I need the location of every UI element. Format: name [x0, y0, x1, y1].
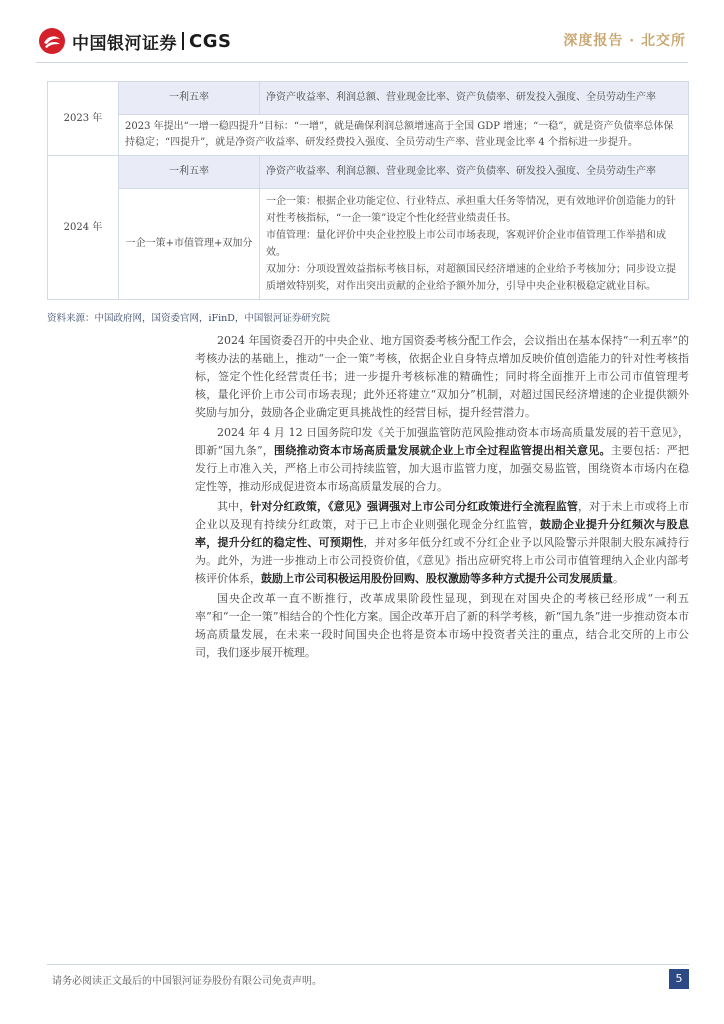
detail-market-value: 市值管理：量化评价中央企业控股上市公司市场表现，客观评价企业市值管理工作举措和成效。: [266, 230, 666, 258]
paragraph-3: [195, 498, 689, 588]
p3-d: 鼓励企业提升分红频次与股息率，提升分红的稳定性、可预期性: [195, 518, 689, 549]
p3-e: ，并对多年低分红或不分红企业予以风险警示并限制大股东减持行为。此外，为进一步推动上市公司投资价值，《意见》指出应研究将上市公司市值管理纳入企业内部考核评价体系，: [195, 536, 690, 585]
p2-rest: 主要包括：严把发行上市准入关，严格上市公司持续监管，加大退市监管力度，加强交易监管，围绕资本市场内在稳定性等，推动形成促进资本市场高质量发展的合力。: [195, 444, 690, 493]
category-cell-2024: 一企一策+市值管理+双加分: [119, 189, 260, 300]
p3-c: ，对于未上市或将上市企业以及现有持续分红政策，对于已上市企业则强化现金分红监管，: [195, 500, 690, 531]
table-row: [48, 189, 689, 300]
note-cell-2023: 2023 年提出“一增一稳四提升”目标：“一增”，就是确保利润总额增速高于全国 GDP 增速；“一稳”，就是资产负债率总体保持稳定；“四提升”，就是净资产收益率、研发经费投入强度、全员劳动生产率、营业现金比率 4 个指标进一步提升。: [119, 115, 689, 156]
header-divider: [36, 62, 688, 63]
category-cell: 一利五率: [119, 82, 260, 115]
logo-text-en: CGS: [189, 30, 232, 52]
page-number: 5: [669, 969, 689, 989]
metrics-cell: 净资产收益率、利润总额、营业现金比率、资产负债率、研发投入强度、全员劳动生产率: [260, 156, 689, 189]
paragraph-4: 国央企改革一直不断推行，改革成果阶段性显现，到现在对国央企的考核已经形成“一利五率”和“一企一策”相结合的个性化方案。国企改革开启了新的科学考核，新“国九条”进一步推动资本市场高质量发展，在未来一段时间国央企也将是资本市场中投资者关注的重点，结合北交所的上市公司，我们逐步展开梳理。: [195, 592, 689, 659]
details-cell-2024: [260, 189, 689, 300]
footer-divider: [47, 964, 689, 965]
table-row: [48, 82, 689, 115]
year-cell-2023: 2023 年: [48, 82, 119, 156]
table-source: 资料来源：中国政府网，国资委官网，iFinD，中国银河证券研究院: [47, 313, 330, 324]
logo-divider: [182, 32, 184, 50]
p2-text: 2024 年 4 月 12 日国务院印发《关于加强监管防范风险推动资本市场高质量发展的若干意见》，即新“国九条”，: [195, 426, 689, 457]
year-cell-2024: 2024 年: [48, 156, 119, 300]
p3-g: 。: [613, 572, 624, 585]
metrics-cell: 净资产收益率、利润总额、营业现金比率、资产负债率、研发投入强度、全员劳动生产率: [260, 82, 689, 115]
paragraph-1: 2024 年国资委召开的中央企业、地方国资委考核分配工作会，会议指出在基本保持“一利五率”的考核办法的基础上，推动“一企一策”考核，依据企业自身特点增加反映价值创造能力的针对性考核指标，签定个性化经营责任书；进一步提升考核标准的精确性；同时将全面推开上市公司市值管理考核，量化评价上市公司市场表现；此外还将建立“双加分”机制，对超过国民经济增速的企业提供额外奖励与加分，鼓励各企业确定更具挑战性的经营目标，提升经营潜力。: [195, 334, 689, 419]
detail-double-bonus: 双加分：分项设置效益指标考核目标，对超额国民经济增速的企业给予考核加分；同步设立提质增效特别奖，对作出突出贡献的企业给予额外加分，引导中央企业积极稳定就业目标。: [266, 264, 676, 292]
category-cell: 一利五率: [119, 156, 260, 189]
p2-bold: 围绕推动资本市场高质量发展就企业上市全过程监管提出相关意见。: [274, 444, 611, 457]
disclaimer-note: 请务必阅读正文最后的中国银河证券股份有限公司免责声明。: [52, 976, 322, 987]
report-type-label: 深度报告 · 北交所: [563, 33, 686, 49]
cgs-logo: [38, 25, 231, 57]
body-text: [195, 332, 689, 664]
logo-text-cn: 中国银河证券: [72, 33, 177, 54]
detail-yiqiyice: 一企一策：根据企业功能定位、行业特点、承担重大任务等情况，更有效地评价创造能力的针对性考核指标，“一企一策”设定个性化经营业绩责任书。: [266, 196, 676, 224]
paragraph-2: [195, 424, 689, 496]
p3-f: 鼓励上市公司积极运用股份回购、股权激励等多种方式提升公司发展质量: [261, 572, 613, 585]
p3-a: 其中，: [217, 500, 251, 513]
table-row: [48, 115, 689, 156]
cgs-logo-icon: [38, 27, 66, 55]
p3-b: 针对分红政策，《意见》强调强对上市公司分红政策进行全流程监管: [250, 500, 579, 513]
assessment-table: [47, 81, 689, 300]
page-header: [0, 0, 724, 62]
table-row: [48, 156, 689, 189]
